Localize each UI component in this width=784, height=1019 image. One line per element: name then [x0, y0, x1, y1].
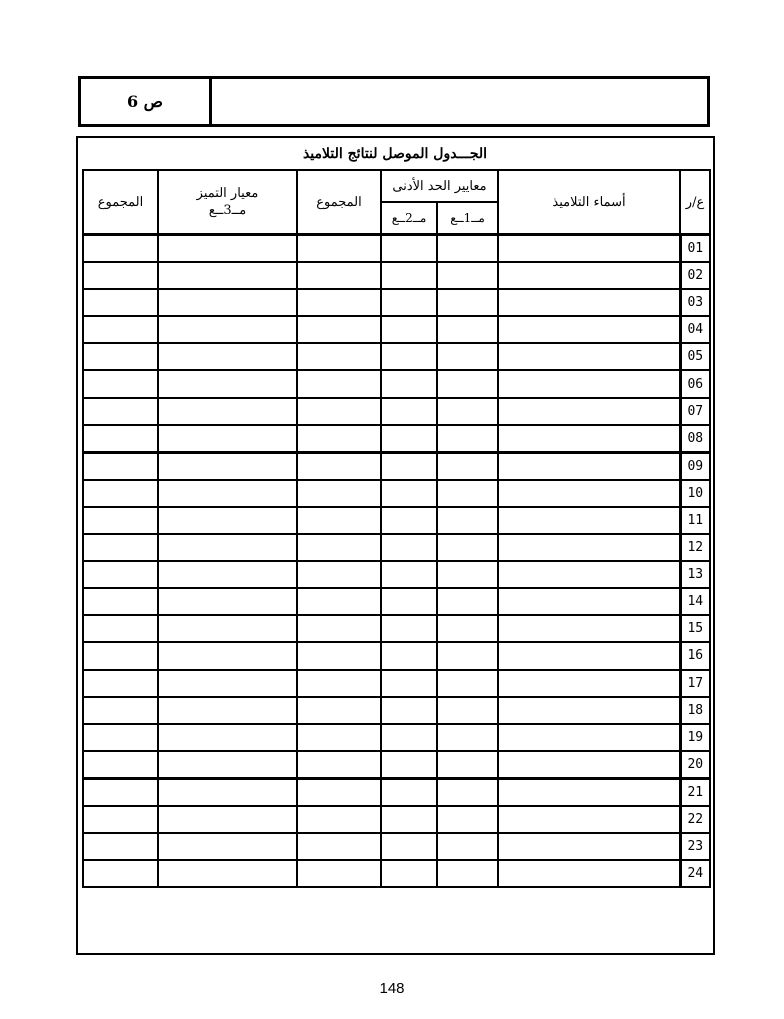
total-left-cell[interactable] — [297, 235, 381, 263]
student-name-cell[interactable] — [498, 561, 680, 588]
student-name-cell[interactable] — [498, 724, 680, 751]
criterion-1-cell[interactable] — [437, 751, 498, 779]
total-left-cell[interactable] — [297, 343, 381, 370]
table-row — [83, 262, 710, 289]
student-name-cell[interactable] — [498, 289, 680, 316]
criterion-3-cell[interactable] — [158, 343, 297, 370]
criterion-1-cell[interactable] — [437, 398, 498, 425]
criterion-2-cell[interactable] — [381, 343, 437, 370]
total-right-cell[interactable] — [83, 806, 158, 833]
table-row — [83, 778, 710, 806]
row-number: 22 — [680, 806, 710, 833]
page-reference-box — [78, 76, 710, 127]
table-row — [83, 588, 710, 615]
table-row — [83, 398, 710, 425]
total-left-cell[interactable] — [297, 806, 381, 833]
criterion-3-cell[interactable] — [158, 697, 297, 724]
table-row — [83, 370, 710, 397]
criterion-2-cell[interactable] — [381, 480, 437, 507]
row-number: 01 — [680, 235, 710, 263]
criterion-2-cell[interactable] — [381, 860, 437, 887]
total-right-cell[interactable] — [83, 289, 158, 316]
criterion-2-cell[interactable] — [381, 806, 437, 833]
table-row — [83, 724, 710, 751]
criterion-1-cell[interactable] — [437, 670, 498, 697]
student-name-cell[interactable] — [498, 534, 680, 561]
row-number: 08 — [680, 425, 710, 453]
total-left-cell[interactable] — [297, 588, 381, 615]
student-name-cell[interactable] — [498, 588, 680, 615]
criterion-2-cell[interactable] — [381, 534, 437, 561]
student-name-cell[interactable] — [498, 642, 680, 669]
row-number: 07 — [680, 398, 710, 425]
total-left-cell[interactable] — [297, 507, 381, 534]
header-criterion-1: مــ1ــع — [437, 202, 498, 235]
criterion-2-cell[interactable] — [381, 724, 437, 751]
criterion-3-cell[interactable] — [158, 751, 297, 779]
criterion-1-cell[interactable] — [437, 806, 498, 833]
criterion-1-cell[interactable] — [437, 316, 498, 343]
table-row — [83, 480, 710, 507]
total-left-cell[interactable] — [297, 425, 381, 453]
total-right-cell[interactable] — [83, 670, 158, 697]
total-right-cell[interactable] — [83, 860, 158, 887]
criterion-3-cell[interactable] — [158, 534, 297, 561]
total-right-cell[interactable] — [83, 262, 158, 289]
criterion-3-cell[interactable] — [158, 425, 297, 453]
row-number: 19 — [680, 724, 710, 751]
criterion-3-cell[interactable] — [158, 860, 297, 887]
total-left-cell[interactable] — [297, 833, 381, 860]
total-left-cell[interactable] — [297, 316, 381, 343]
row-number: 16 — [680, 642, 710, 669]
criterion-2-cell[interactable] — [381, 642, 437, 669]
criterion-3-cell[interactable] — [158, 615, 297, 642]
criterion-1-cell[interactable] — [437, 235, 498, 263]
row-number: 02 — [680, 262, 710, 289]
total-right-cell[interactable] — [83, 316, 158, 343]
row-number: 12 — [680, 534, 710, 561]
row-number: 14 — [680, 588, 710, 615]
table-row — [83, 235, 710, 263]
criterion-3-cell[interactable] — [158, 642, 297, 669]
page-reference: ص 6 — [126, 92, 164, 111]
table-row — [83, 670, 710, 697]
row-number: 05 — [680, 343, 710, 370]
row-number: 03 — [680, 289, 710, 316]
criterion-2-cell[interactable] — [381, 615, 437, 642]
table-row — [83, 833, 710, 860]
criterion-2-cell[interactable] — [381, 370, 437, 397]
table-row — [83, 615, 710, 642]
table-row — [83, 425, 710, 453]
criterion-3-cell[interactable] — [158, 316, 297, 343]
total-left-cell[interactable] — [297, 534, 381, 561]
header-criterion-2: مــ2ــع — [381, 202, 437, 235]
table-title: الجـــدول الموصل لنتائج التلاميذ — [302, 146, 488, 162]
header-min-criteria: معايير الحد الأدنى — [381, 170, 498, 202]
row-number: 21 — [680, 778, 710, 806]
criterion-1-cell[interactable] — [437, 778, 498, 806]
total-right-cell[interactable] — [83, 480, 158, 507]
results-table — [82, 169, 711, 888]
row-number: 24 — [680, 860, 710, 887]
table-row — [83, 697, 710, 724]
student-name-cell[interactable] — [498, 615, 680, 642]
criterion-3-cell[interactable] — [158, 670, 297, 697]
total-right-cell[interactable] — [83, 778, 158, 806]
total-left-cell[interactable] — [297, 561, 381, 588]
criterion-1-cell[interactable] — [437, 615, 498, 642]
student-name-cell[interactable] — [498, 670, 680, 697]
criterion-3-cell[interactable] — [158, 289, 297, 316]
total-left-cell[interactable] — [297, 697, 381, 724]
header-student-names: أسماء التلاميذ — [498, 170, 680, 235]
total-right-cell[interactable] — [83, 534, 158, 561]
student-name-cell[interactable] — [498, 697, 680, 724]
total-right-cell[interactable] — [83, 398, 158, 425]
table-row — [83, 561, 710, 588]
row-number: 23 — [680, 833, 710, 860]
criterion-1-cell[interactable] — [437, 289, 498, 316]
total-left-cell[interactable] — [297, 615, 381, 642]
total-left-cell[interactable] — [297, 751, 381, 779]
criterion-1-cell[interactable] — [437, 561, 498, 588]
row-number: 11 — [680, 507, 710, 534]
criterion-1-cell[interactable] — [437, 452, 498, 480]
criterion-3-cell[interactable] — [158, 561, 297, 588]
criterion-1-cell[interactable] — [437, 833, 498, 860]
total-right-cell[interactable] — [83, 615, 158, 642]
row-number: 04 — [680, 316, 710, 343]
criterion-1-cell[interactable] — [437, 724, 498, 751]
total-right-cell[interactable] — [83, 370, 158, 397]
student-name-cell[interactable] — [498, 833, 680, 860]
criterion-3-cell[interactable] — [158, 370, 297, 397]
criterion-3-cell[interactable] — [158, 778, 297, 806]
criterion-2-cell[interactable] — [381, 670, 437, 697]
total-right-cell[interactable] — [83, 343, 158, 370]
criterion-2-cell[interactable] — [381, 289, 437, 316]
header-total-left: المجموع — [297, 170, 381, 235]
criterion-2-cell[interactable] — [381, 316, 437, 343]
row-number: 13 — [680, 561, 710, 588]
total-right-cell[interactable] — [83, 425, 158, 453]
criterion-2-cell[interactable] — [381, 833, 437, 860]
criterion-3-cell[interactable] — [158, 235, 297, 263]
table-row — [83, 642, 710, 669]
criterion-2-cell[interactable] — [381, 751, 437, 779]
table-row — [83, 534, 710, 561]
student-name-cell[interactable] — [498, 343, 680, 370]
student-name-cell[interactable] — [498, 778, 680, 806]
criterion-3-cell[interactable] — [158, 806, 297, 833]
row-number: 09 — [680, 452, 710, 480]
total-right-cell[interactable] — [83, 642, 158, 669]
student-name-cell[interactable] — [498, 480, 680, 507]
criterion-2-cell[interactable] — [381, 697, 437, 724]
header-row-number: ع/ر — [680, 170, 710, 235]
criterion-3-cell[interactable] — [158, 507, 297, 534]
table-row — [83, 316, 710, 343]
criterion-1-cell[interactable] — [437, 588, 498, 615]
table-row — [83, 507, 710, 534]
criterion-3-cell[interactable] — [158, 588, 297, 615]
student-name-cell[interactable] — [498, 235, 680, 263]
criterion-1-cell[interactable] — [437, 860, 498, 887]
page-number: 148 — [379, 980, 405, 997]
row-number: 20 — [680, 751, 710, 779]
row-number: 10 — [680, 480, 710, 507]
criterion-2-cell[interactable] — [381, 398, 437, 425]
criterion-1-cell[interactable] — [437, 534, 498, 561]
table-row — [83, 343, 710, 370]
criterion-2-cell[interactable] — [381, 588, 437, 615]
total-left-cell[interactable] — [297, 262, 381, 289]
student-name-cell[interactable] — [498, 751, 680, 779]
criterion-3-cell[interactable] — [158, 724, 297, 751]
criterion-1-cell[interactable] — [437, 425, 498, 453]
student-name-cell[interactable] — [498, 860, 680, 887]
header-total-right: المجموع — [83, 170, 158, 235]
total-left-cell[interactable] — [297, 642, 381, 669]
row-number: 17 — [680, 670, 710, 697]
table-row — [83, 452, 710, 480]
table-row — [83, 806, 710, 833]
header-criterion-3 — [158, 170, 297, 235]
table-row — [83, 751, 710, 779]
total-left-cell[interactable] — [297, 670, 381, 697]
total-right-cell[interactable] — [83, 751, 158, 779]
row-number: 18 — [680, 697, 710, 724]
total-left-cell[interactable] — [297, 480, 381, 507]
table-body — [83, 235, 710, 888]
criterion-3-title: معيار التميز — [196, 186, 259, 201]
criterion-1-cell[interactable] — [437, 642, 498, 669]
student-name-cell[interactable] — [498, 452, 680, 480]
criterion-2-cell[interactable] — [381, 507, 437, 534]
row-number: 06 — [680, 370, 710, 397]
criterion-1-cell[interactable] — [437, 262, 498, 289]
criterion-1-cell[interactable] — [437, 507, 498, 534]
student-name-cell[interactable] — [498, 425, 680, 453]
criterion-3-cell[interactable] — [158, 480, 297, 507]
total-right-cell[interactable] — [83, 697, 158, 724]
criterion-2-cell[interactable] — [381, 452, 437, 480]
criterion-2-cell[interactable] — [381, 262, 437, 289]
total-right-cell[interactable] — [83, 833, 158, 860]
criterion-2-cell[interactable] — [381, 235, 437, 263]
divider — [209, 79, 212, 124]
criterion-1-cell[interactable] — [437, 370, 498, 397]
total-right-cell[interactable] — [83, 561, 158, 588]
table-row — [83, 860, 710, 887]
criterion-3-cell[interactable] — [158, 833, 297, 860]
criterion-2-cell[interactable] — [381, 561, 437, 588]
total-right-cell[interactable] — [83, 588, 158, 615]
row-number: 15 — [680, 615, 710, 642]
criterion-3-cell[interactable] — [158, 262, 297, 289]
criterion-3-cell[interactable] — [158, 398, 297, 425]
total-left-cell[interactable] — [297, 724, 381, 751]
total-left-cell[interactable] — [297, 398, 381, 425]
total-right-cell[interactable] — [83, 507, 158, 534]
student-name-cell[interactable] — [498, 398, 680, 425]
criterion-1-cell[interactable] — [437, 697, 498, 724]
total-left-cell[interactable] — [297, 289, 381, 316]
criterion-1-cell[interactable] — [437, 480, 498, 507]
student-name-cell[interactable] — [498, 316, 680, 343]
criterion-3-cell[interactable] — [158, 452, 297, 480]
student-name-cell[interactable] — [498, 507, 680, 534]
total-left-cell[interactable] — [297, 452, 381, 480]
criterion-1-cell[interactable] — [437, 343, 498, 370]
total-left-cell[interactable] — [297, 370, 381, 397]
total-right-cell[interactable] — [83, 452, 158, 480]
total-right-cell[interactable] — [83, 724, 158, 751]
student-name-cell[interactable] — [498, 370, 680, 397]
criterion-3-sub: مــ3ــع — [208, 203, 247, 218]
student-name-cell[interactable] — [498, 262, 680, 289]
total-left-cell[interactable] — [297, 778, 381, 806]
criterion-2-cell[interactable] — [381, 778, 437, 806]
table-row — [83, 289, 710, 316]
student-name-cell[interactable] — [498, 806, 680, 833]
criterion-2-cell[interactable] — [381, 425, 437, 453]
total-right-cell[interactable] — [83, 235, 158, 263]
total-left-cell[interactable] — [297, 860, 381, 887]
